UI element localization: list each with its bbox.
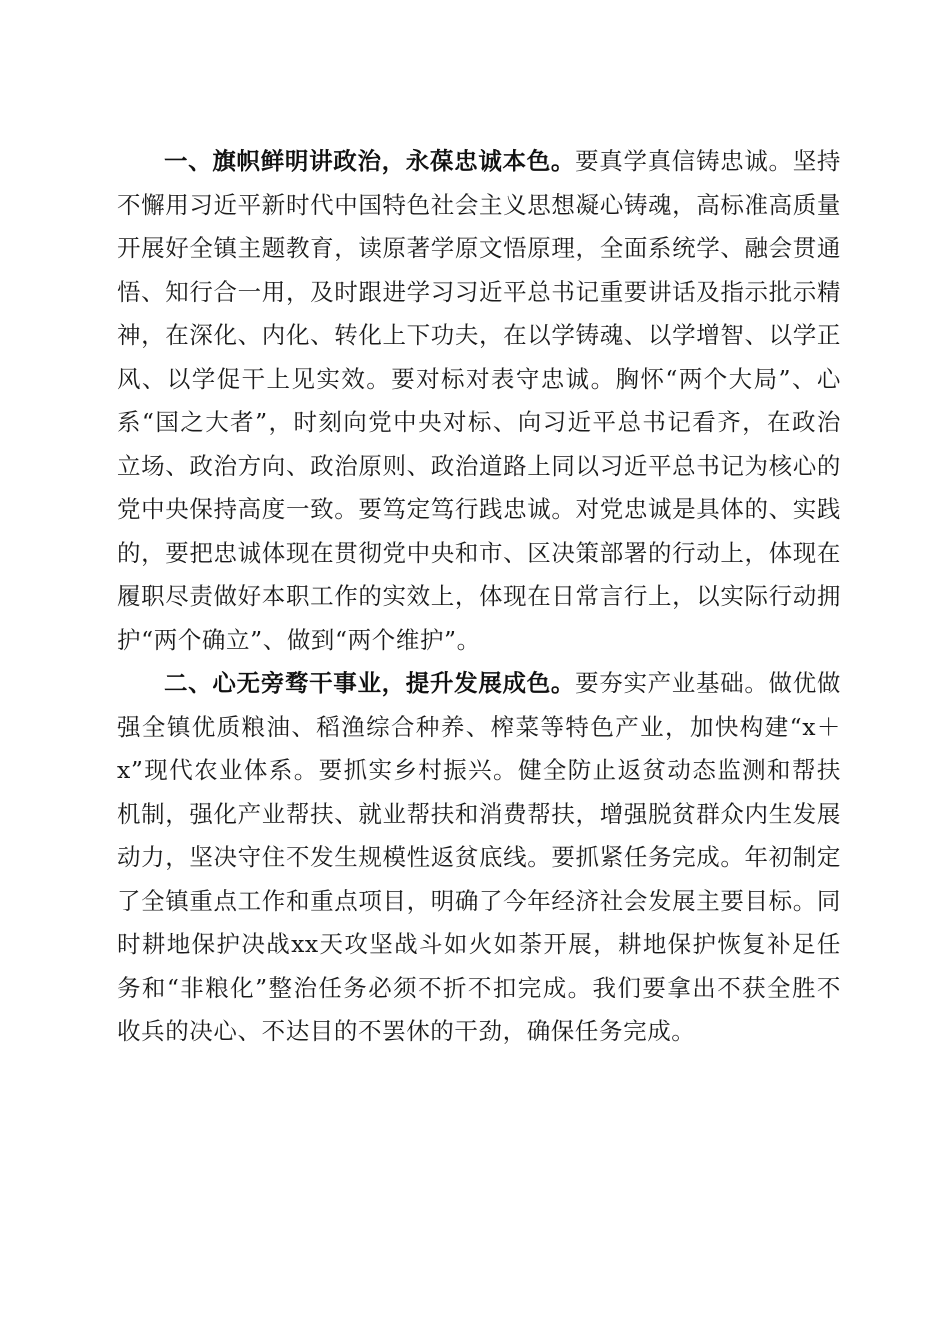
paragraph-1-body: 要真学真信铸忠诚。坚持不懈用习近平新时代中国特色社会主义思想凝心铸魂，高标准高质量开展好全镇主题教育，读原著学原文悟原理，全面系统学、融会贯通悟、知行合一用，及时跟进学习习近平总书记重要讲话及指示批示精神，在深化、内化、转化上下功夫，在以学铸魂、以学增智、以学正风、以学促干上见实效。要对标对表守忠诚。胸怀“两个大局”、心系“国之大者”，时刻向党中央对标、向习近平总书记看齐，在政治立场、政治方向、政治原则、政治道路上同以习近平总书记为核心的党中央保持高度一致。要笃定笃行践忠诚。对党忠诚是具体的、实践的，要把忠诚体现在贯彻党中央和市、区决策部署的行动上，体现在履职尽责做好本职工作的实效上，体现在日常言行上，以实际行动拥护“两个确立”、做到“两个维护”。 [117, 147, 841, 654]
paragraph-2-heading: 二、心无旁骛干事业，提升发展成色。 [164, 669, 576, 697]
paragraph-2-body: 要夯实产业基础。做优做强全镇优质粮油、稻渔综合种养、榨菜等特色产业，加快构建“x＋x”现代农业体系。要抓实乡村振兴。健全防止返贫动态监测和帮扶机制，强化产业帮扶、就业帮扶和消费帮扶，增强脱贫群众内生发展动力，坚决守住不发生规模性返贫底线。要抓紧任务完成。年初制定了全镇重点工作和重点项目，明确了今年经济社会发展主要目标。同时耕地保护决战xx天攻坚战斗如火如荼开展，耕地保护恢复补足任务和“非粮化”整治任务必须不折不扣完成。我们要拿出不获全胜不收兵的决心、不达目的不罢休的干劲，确保任务完成。 [117, 669, 841, 1045]
paragraph-1-heading: 一、旗帜鲜明讲政治，永葆忠诚本色。 [164, 147, 576, 175]
paragraph-1 [117, 140, 841, 662]
document-body [117, 140, 841, 1054]
paragraph-2 [117, 662, 841, 1054]
